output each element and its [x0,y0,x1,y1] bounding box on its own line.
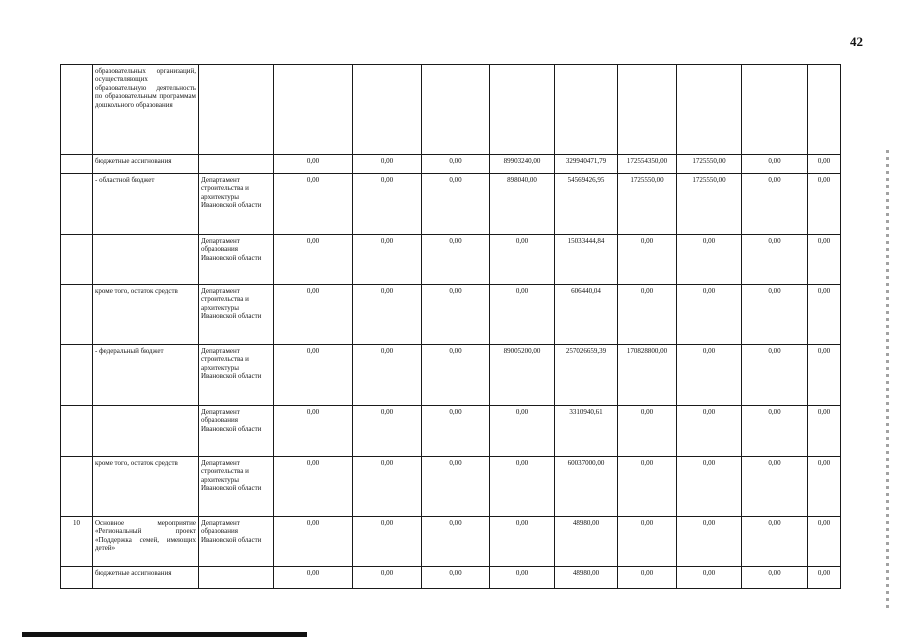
row-value: 0,00 [353,345,422,406]
row-value: 0,00 [490,567,555,589]
scan-bottom-bar [22,632,307,637]
row-value: 48980,00 [555,567,618,589]
row-value: 0,00 [274,457,353,517]
table-row [61,155,841,174]
row-department [199,567,274,589]
row-index [61,457,93,517]
row-value: 0,00 [808,517,841,567]
row-value: 0,00 [422,406,490,457]
row-index [61,174,93,235]
row-value: 0,00 [618,285,677,345]
row-value [618,65,677,155]
row-value: 0,00 [742,345,808,406]
table-row [61,567,841,589]
row-value: 60037000,00 [555,457,618,517]
table-row [61,457,841,517]
row-value: 0,00 [490,517,555,567]
row-value: 0,00 [618,406,677,457]
row-index [61,235,93,285]
budget-table [60,64,841,589]
row-value: 0,00 [677,235,742,285]
row-value: 0,00 [742,567,808,589]
row-value: 0,00 [742,155,808,174]
table-row [61,235,841,285]
row-value: 0,00 [274,567,353,589]
row-value: 0,00 [742,235,808,285]
row-index [61,567,93,589]
row-value: 0,00 [274,155,353,174]
row-value: 54569426,95 [555,174,618,235]
row-description: бюджетные ассигнования [93,567,199,589]
row-description [93,235,199,285]
row-value: 0,00 [677,406,742,457]
row-value: 0,00 [422,517,490,567]
row-value [274,65,353,155]
row-value: 0,00 [490,406,555,457]
row-value: 0,00 [808,406,841,457]
row-value [677,65,742,155]
row-index [61,345,93,406]
row-value: 0,00 [618,457,677,517]
row-value: 0,00 [808,345,841,406]
row-description: кроме того, остаток средств [93,457,199,517]
row-value: 0,00 [274,285,353,345]
row-department [199,155,274,174]
row-value: 0,00 [422,285,490,345]
row-value: 0,00 [353,285,422,345]
row-value: 0,00 [808,235,841,285]
row-value: 0,00 [353,235,422,285]
row-value: 0,00 [353,517,422,567]
row-value: 0,00 [808,567,841,589]
row-value: 0,00 [742,457,808,517]
row-value: 0,00 [422,155,490,174]
row-value: 0,00 [808,155,841,174]
row-value: 0,00 [490,285,555,345]
row-value: 0,00 [422,174,490,235]
row-value: 48980,00 [555,517,618,567]
row-value: 170828800,00 [618,345,677,406]
row-value: 15033444,84 [555,235,618,285]
row-department: Департамент строительства и архитектуры Ивановской области [199,457,274,517]
row-value: 0,00 [677,457,742,517]
row-department: Департамент строительства и архитектуры Ивановской области [199,345,274,406]
row-description: образовательных организаций, осуществляющих образовательную деятельность по образовательным программам дошкольного образования [93,65,199,155]
row-value: 329940471,79 [555,155,618,174]
row-value: 0,00 [618,517,677,567]
row-value: 89005200,00 [490,345,555,406]
row-value: 0,00 [422,457,490,517]
table-row [61,406,841,457]
row-index [61,406,93,457]
row-value: 257026659,39 [555,345,618,406]
row-value: 0,00 [808,174,841,235]
row-department: Департамент строительства и архитектуры Ивановской области [199,285,274,345]
row-value: 0,00 [274,345,353,406]
row-value: 0,00 [618,235,677,285]
table-row [61,285,841,345]
row-index [61,285,93,345]
row-department: Департамент строительства и архитектуры Ивановской области [199,174,274,235]
row-index [61,65,93,155]
row-value [490,65,555,155]
row-value [808,65,841,155]
row-value: 0,00 [742,285,808,345]
row-value: 0,00 [490,457,555,517]
row-value: 0,00 [274,406,353,457]
page-number: 42 [850,34,863,49]
row-value: 0,00 [274,174,353,235]
row-value: 606440,04 [555,285,618,345]
row-department: Департамент образования Ивановской области [199,517,274,567]
row-description: кроме того, остаток средств [93,285,199,345]
row-value: 0,00 [808,285,841,345]
row-value: 0,00 [353,406,422,457]
row-value: 0,00 [742,517,808,567]
row-value: 0,00 [353,174,422,235]
row-value: 0,00 [274,517,353,567]
row-value: 0,00 [808,457,841,517]
row-value [555,65,618,155]
row-department: Департамент образования Ивановской области [199,406,274,457]
row-value: 3310940,61 [555,406,618,457]
row-value [742,65,808,155]
row-value: 0,00 [353,155,422,174]
table-row [61,65,841,155]
row-value: 0,00 [353,567,422,589]
row-value: 172554350,00 [618,155,677,174]
row-value: 1725550,00 [618,174,677,235]
row-value: 1725550,00 [677,155,742,174]
row-value [422,65,490,155]
row-value: 0,00 [490,235,555,285]
row-department: Департамент образования Ивановской области [199,235,274,285]
table-row [61,174,841,235]
row-value: 0,00 [742,174,808,235]
row-value: 0,00 [742,406,808,457]
scan-edge-artifact [886,150,889,610]
row-value: 0,00 [422,345,490,406]
row-value: 0,00 [618,567,677,589]
table-row [61,345,841,406]
row-value: 0,00 [422,567,490,589]
row-value: 0,00 [677,567,742,589]
row-value: 898040,00 [490,174,555,235]
row-value: 0,00 [677,285,742,345]
row-value: 89903240,00 [490,155,555,174]
row-value: 0,00 [677,345,742,406]
row-value: 0,00 [677,517,742,567]
row-value: 0,00 [274,235,353,285]
row-description: бюджетные ассигнования [93,155,199,174]
row-description: - областной бюджет [93,174,199,235]
row-value: 0,00 [353,457,422,517]
row-description: - федеральный бюджет [93,345,199,406]
row-description [93,406,199,457]
row-index [61,155,93,174]
row-value: 1725550,00 [677,174,742,235]
row-value: 0,00 [422,235,490,285]
row-value [353,65,422,155]
row-description: Основное мероприятие «Региональный проект «Поддержка семей, имеющих детей» [93,517,199,567]
row-department [199,65,274,155]
table-row [61,517,841,567]
row-index: 10 [61,517,93,567]
